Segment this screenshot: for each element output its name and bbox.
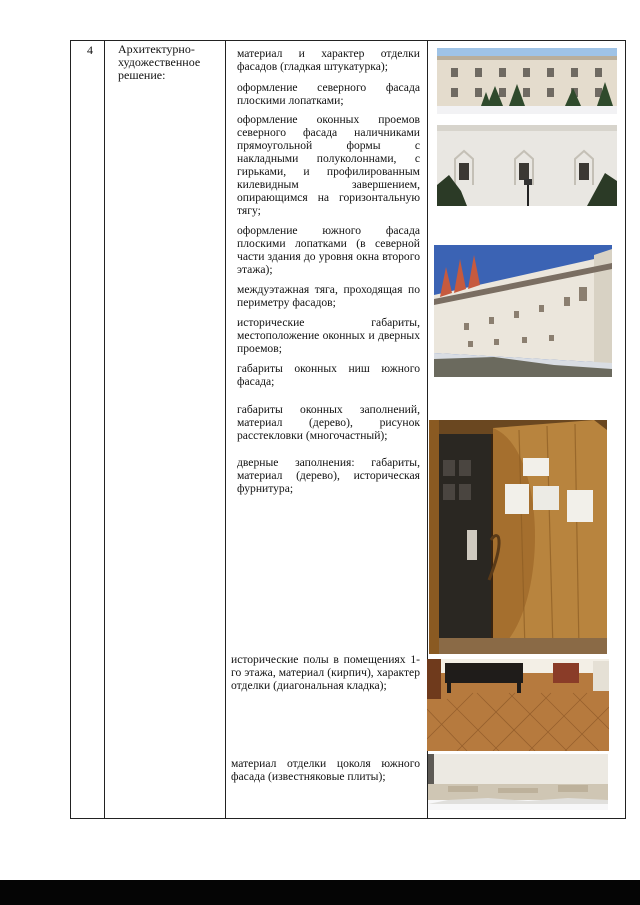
item-window-fillings: габариты оконных заполнений, материал (дерево), рисунок расстекловки (многочастный); <box>237 403 420 442</box>
item-openings: исторические габариты, местоположение оконных и дверных проемов; <box>237 316 420 355</box>
brick-floor-photo <box>427 659 609 751</box>
item-brick-floors: исторические полы в помещениях 1-го этажа, материал (кирпич), характер отделки (диагональная кладка); <box>231 653 420 692</box>
wooden-door-photo <box>429 420 607 654</box>
item-window-niches: габариты оконных ниш южного фасада; <box>237 362 420 388</box>
table-divider-title <box>225 40 226 819</box>
item-plinth: материал отделки цоколя южного фасада (известняковые плиты); <box>231 757 420 783</box>
item-window-frames: оформление оконных проемов северного фасада наличниками прямоугольной формы с накладными полуколоннами, с гирьками, и профилированным килевидным завершением, опирающимся на горизонтальную тягу; <box>237 113 420 217</box>
row-title: Архитектурно-художественное решение: <box>118 42 201 82</box>
row-number: 4 <box>87 43 93 57</box>
plinth-photo <box>428 754 608 810</box>
window-frames-photo <box>437 125 617 206</box>
south-facade-photo <box>434 245 612 377</box>
table-border-right <box>625 40 626 819</box>
item-facade-finish: материал и характер отделки фасадов (гладкая штукатурка); <box>237 47 420 73</box>
table-border-left <box>70 40 71 819</box>
scan-border <box>0 880 640 905</box>
item-north-pilasters: оформление северного фасада плоскими лопатками; <box>237 81 420 107</box>
table-border-top <box>70 40 626 41</box>
item-south-pilasters: оформление южного фасада плоскими лопатками (в северной части здания до уровня окна второго этажа); <box>237 224 420 276</box>
north-facade-photo <box>437 48 617 114</box>
item-door-fillings: дверные заполнения: габариты, материал (дерево), историческая фурнитура; <box>237 456 420 495</box>
table-border-bottom <box>70 818 626 819</box>
item-cornice: междуэтажная тяга, проходящая по периметру фасадов; <box>237 283 420 309</box>
table-divider-number <box>104 40 105 819</box>
